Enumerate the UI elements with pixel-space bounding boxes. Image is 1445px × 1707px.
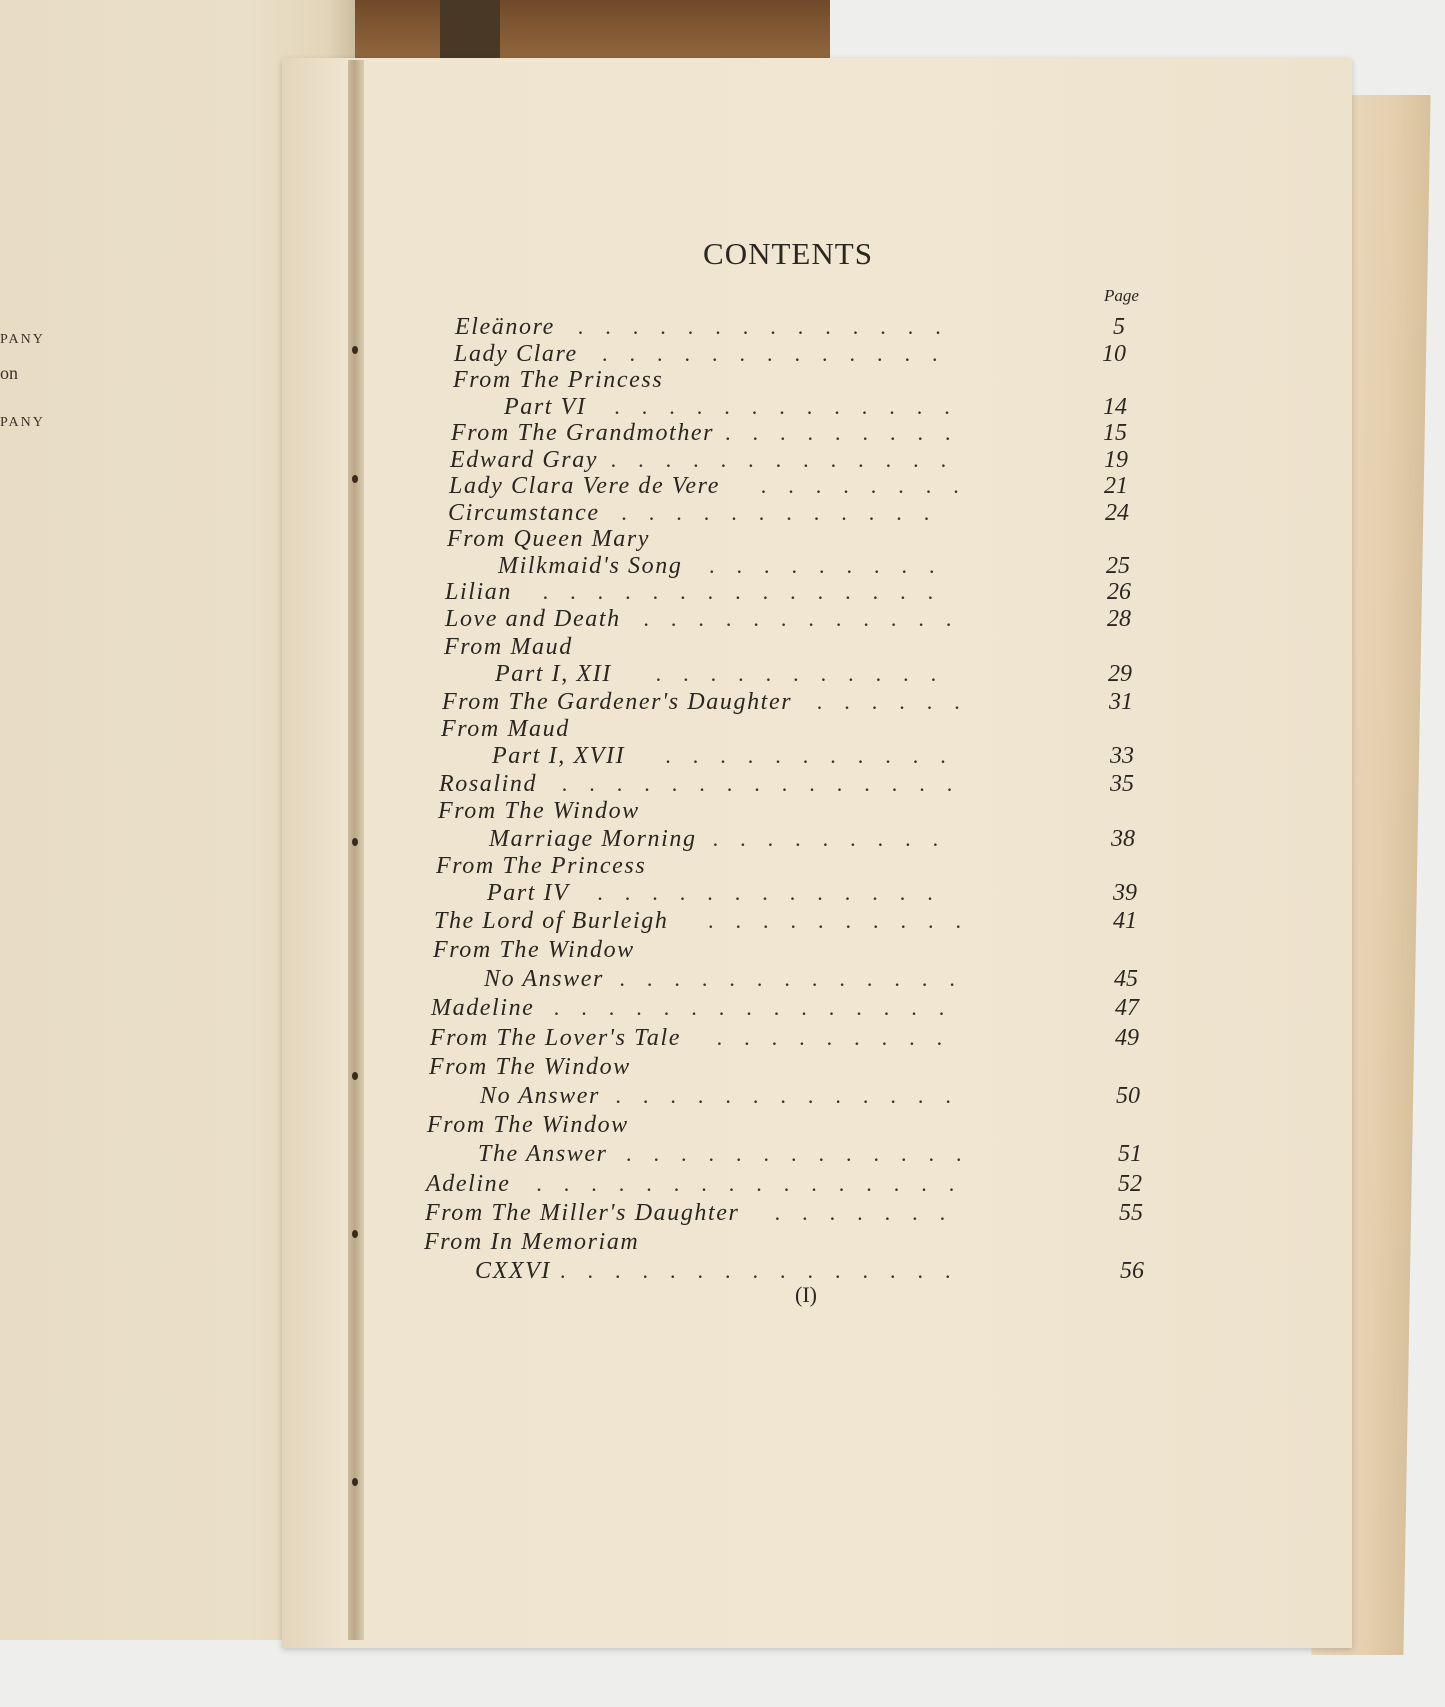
toc-page-number: 15 bbox=[1103, 420, 1127, 446]
toc-entry-title: Lilian bbox=[445, 579, 512, 605]
toc-page-number: 55 bbox=[1119, 1199, 1143, 1226]
toc-row bbox=[426, 1170, 1175, 1200]
toc-page-number: 19 bbox=[1104, 446, 1128, 473]
toc-page-number: 41 bbox=[1113, 907, 1137, 934]
toc-leader-dots: .......... bbox=[708, 907, 983, 933]
toc-row bbox=[430, 1024, 1175, 1054]
toc-row bbox=[429, 1053, 1175, 1083]
toc-row bbox=[447, 526, 1175, 555]
toc-page-number: 21 bbox=[1104, 473, 1128, 499]
toc-page-number: 24 bbox=[1105, 499, 1129, 526]
toc-row bbox=[455, 394, 1175, 423]
toc-row bbox=[436, 853, 1175, 882]
toc-row bbox=[449, 473, 1175, 502]
toc-row bbox=[450, 446, 1175, 476]
toc-leader-dots: ............ bbox=[643, 606, 974, 632]
toc-entry-title: Lady Clara Vere de Vere bbox=[449, 473, 720, 499]
toc-row bbox=[455, 826, 1175, 855]
toc-row bbox=[442, 688, 1175, 718]
toc-leader-dots: .............. bbox=[577, 314, 963, 339]
toc-row bbox=[434, 907, 1175, 937]
toc-row bbox=[441, 716, 1175, 745]
toc-row bbox=[455, 743, 1175, 772]
toc-entry-title: From The Miller's Daughter bbox=[425, 1199, 740, 1226]
toc-entry-title: Love and Death bbox=[445, 606, 621, 633]
toc-entry-title: From The Lover's Tale bbox=[430, 1024, 681, 1051]
toc-leader-dots: ....... bbox=[774, 1199, 968, 1225]
toc-leader-dots: ......... bbox=[712, 825, 961, 851]
toc-page-number: 51 bbox=[1118, 1141, 1142, 1168]
book-gutter bbox=[348, 60, 364, 1640]
toc-page-number: 45 bbox=[1114, 966, 1138, 993]
toc-row bbox=[455, 966, 1175, 995]
toc-row bbox=[427, 1112, 1175, 1141]
page-number: (I) bbox=[795, 1282, 817, 1307]
toc-row bbox=[448, 499, 1175, 529]
toc-leader-dots: ........ bbox=[760, 473, 981, 498]
toc-entry-title: From The Gardener's Daughter bbox=[442, 688, 793, 715]
toc-row bbox=[455, 880, 1175, 909]
binding-stitch bbox=[352, 346, 358, 354]
toc-page-number: 47 bbox=[1115, 995, 1139, 1022]
toc-leader-dots: ............. bbox=[619, 966, 977, 992]
toc-page-number: 38 bbox=[1111, 825, 1135, 852]
toc-entry-title: The Answer bbox=[478, 1141, 608, 1168]
toc-entry-title: Part IV bbox=[487, 880, 570, 907]
toc-entry-title: From The Princess bbox=[453, 367, 664, 393]
toc-entry-title: Edward Gray bbox=[450, 446, 599, 473]
toc-entry-title: Adeline bbox=[426, 1170, 511, 1197]
toc-row bbox=[455, 367, 1175, 396]
toc-entry-title: The Lord of Burleigh bbox=[434, 907, 669, 934]
toc-entry-title: No Answer bbox=[484, 966, 604, 993]
toc-row bbox=[433, 937, 1175, 966]
toc-entry-title: Marriage Morning bbox=[489, 825, 697, 852]
toc-entry-title: From Maud bbox=[444, 633, 573, 660]
toc-entry-title: Circumstance bbox=[448, 499, 600, 526]
toc-entry-title: Part VI bbox=[504, 393, 587, 420]
toc-entry-title: No Answer bbox=[480, 1083, 600, 1109]
toc-page-number: 52 bbox=[1118, 1170, 1142, 1197]
toc-page-number: 26 bbox=[1107, 579, 1131, 605]
left-page-fragment: PANY bbox=[0, 332, 45, 347]
toc-row bbox=[445, 606, 1175, 635]
binding-stitch bbox=[352, 838, 358, 846]
toc-entry-title: From The Window bbox=[438, 798, 640, 825]
toc-leader-dots: ............ bbox=[621, 499, 952, 525]
toc-row bbox=[451, 420, 1175, 449]
toc-row bbox=[444, 633, 1175, 663]
toc-leader-dots: ......... bbox=[709, 552, 957, 578]
toc-entry-title: Lady Clare bbox=[454, 340, 578, 367]
toc-row bbox=[424, 1229, 1175, 1258]
toc-row bbox=[455, 1141, 1175, 1170]
toc-leader-dots: ............... bbox=[542, 579, 956, 604]
toc-row bbox=[439, 770, 1175, 800]
toc-leader-dots: ......... bbox=[725, 420, 973, 445]
toc-entry-title: From Queen Mary bbox=[447, 526, 651, 552]
toc-entry-title: From The Window bbox=[429, 1053, 631, 1080]
left-page-fragment: on bbox=[0, 363, 18, 383]
toc-leader-dots: ............... bbox=[553, 995, 967, 1021]
toc-row bbox=[438, 798, 1175, 827]
toc-entry-title: Rosalind bbox=[439, 770, 538, 797]
toc-leader-dots: ............... bbox=[561, 770, 975, 796]
toc-row bbox=[455, 661, 1175, 690]
toc-leader-dots: ............. bbox=[610, 446, 969, 472]
toc-page-number: 56 bbox=[1120, 1258, 1144, 1285]
toc-leader-dots: ............. bbox=[626, 1141, 984, 1167]
toc-page-number: 33 bbox=[1110, 743, 1134, 770]
toc-leader-dots: ............. bbox=[614, 393, 972, 419]
binding-stitch bbox=[352, 1478, 358, 1486]
toc-page-number: 50 bbox=[1116, 1083, 1140, 1109]
toc-row bbox=[425, 1199, 1175, 1229]
toc-entry-title: From The Window bbox=[433, 937, 635, 963]
page-title: CONTENTS bbox=[703, 236, 873, 271]
toc-page-number: 35 bbox=[1110, 770, 1134, 797]
toc-entry-title: From The Window bbox=[427, 1112, 629, 1139]
toc-entry-title: CXXVI bbox=[475, 1258, 551, 1285]
toc-page-number: 31 bbox=[1109, 688, 1133, 715]
toc-entry-title: Eleänore bbox=[455, 314, 555, 340]
binding-stitch bbox=[352, 475, 358, 483]
toc-entry-title: From In Memoriam bbox=[424, 1229, 640, 1255]
toc-leader-dots: ........... bbox=[665, 743, 968, 769]
toc-row bbox=[445, 579, 1175, 608]
toc-row bbox=[455, 341, 1175, 370]
toc-page-number: 25 bbox=[1106, 552, 1130, 579]
toc-page-number: 49 bbox=[1115, 1024, 1139, 1051]
toc-row bbox=[455, 553, 1175, 582]
toc-leader-dots: ......... bbox=[716, 1024, 965, 1050]
toc-page-number: 29 bbox=[1108, 661, 1132, 688]
toc-page-number: 14 bbox=[1103, 393, 1127, 420]
toc-leader-dots: ........... bbox=[655, 661, 959, 687]
left-page-fragment: PANY bbox=[0, 415, 45, 430]
toc-leader-dots: ............... bbox=[560, 1258, 973, 1284]
toc-page-number: 39 bbox=[1113, 880, 1137, 907]
toc-leader-dots: ............. bbox=[597, 880, 955, 906]
toc-entry-title: Milkmaid's Song bbox=[498, 552, 683, 579]
toc-entry-title: From The Princess bbox=[436, 853, 647, 879]
toc-leader-dots: ............. bbox=[602, 340, 960, 366]
toc-leader-dots: ............. bbox=[615, 1083, 973, 1108]
page-column-label: Page bbox=[1104, 286, 1139, 305]
binding-stitch bbox=[352, 1072, 358, 1080]
toc-entry-title: Madeline bbox=[431, 995, 535, 1022]
toc-leader-dots: ...... bbox=[816, 688, 982, 714]
toc-leader-dots: ................ bbox=[536, 1170, 977, 1196]
toc-entry-title: Part I, XVII bbox=[492, 743, 626, 770]
toc-page-number: 10 bbox=[1102, 340, 1126, 367]
toc-row bbox=[455, 1083, 1175, 1112]
toc-row bbox=[455, 314, 1175, 343]
toc-page-number: 28 bbox=[1107, 606, 1131, 633]
toc-page-number: 5 bbox=[1113, 314, 1125, 340]
toc-entry-title: Part I, XII bbox=[495, 661, 612, 688]
binding-stitch bbox=[352, 1230, 358, 1238]
toc-entry-title: From The Grandmother bbox=[451, 420, 715, 446]
toc-row bbox=[431, 995, 1175, 1024]
toc-entry-title: From Maud bbox=[441, 716, 570, 742]
